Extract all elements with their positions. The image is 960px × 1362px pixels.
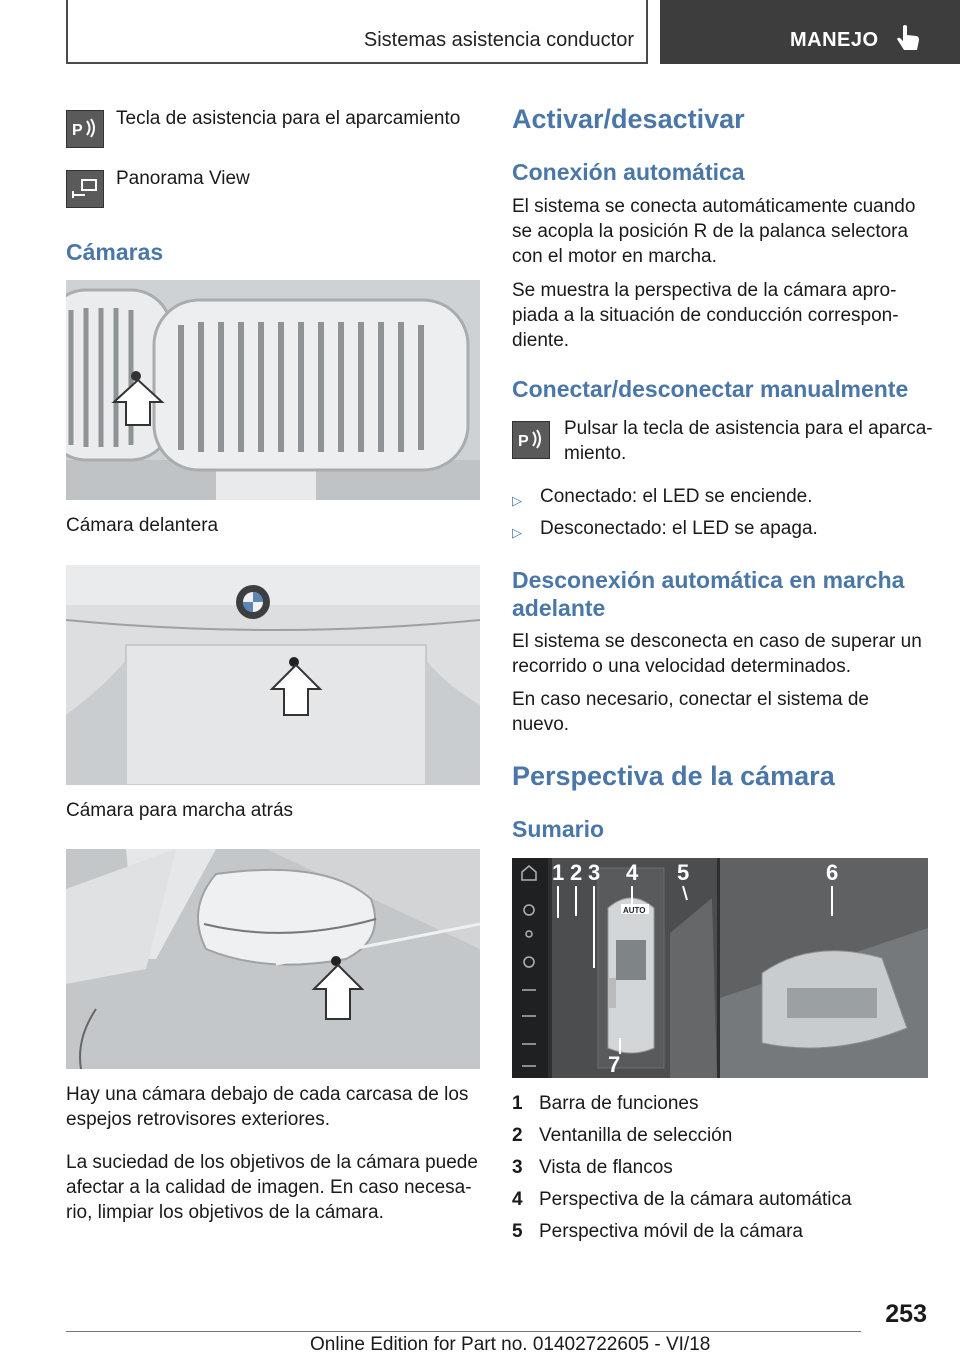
legend-text: Vista de flancos [539, 1157, 673, 1178]
perspective-paragraph: Se muestra la perspectiva de la cámara apro‐piada a la situación de conducción correspon‐diente. [512, 280, 899, 351]
callout-5: 5 [677, 860, 690, 885]
svg-text:P: P [72, 122, 83, 139]
legend-item-4 [512, 1184, 852, 1216]
cameras-heading: Cámaras [66, 239, 164, 265]
callout-3: 3 [588, 860, 601, 885]
legend-item-3 [512, 1152, 852, 1184]
legend-text: Perspectiva de la cámara automática [539, 1189, 852, 1210]
camera-perspective-heading: Perspectiva de la cámara [512, 761, 835, 791]
page-number: 253 [885, 1300, 927, 1328]
legend-number: 5 [512, 1221, 523, 1242]
legend-number: 2 [512, 1125, 523, 1146]
auto-disconnection-paragraph: El sistema se desconecta en caso de superar un recorrido o una velocidad determinados. [512, 631, 922, 677]
summary-heading: Sumario [512, 816, 605, 842]
callout-1: 1 [552, 860, 565, 885]
legend-text: Ventanilla de selección [539, 1125, 733, 1146]
bullet-disconnected [512, 516, 818, 545]
legend-number: 1 [512, 1093, 523, 1114]
header-chapter-box [660, 0, 960, 64]
triangle-bullet-icon: ▷ [512, 493, 522, 508]
auto-badge: AUTO [623, 906, 646, 915]
callout-2: 2 [570, 860, 583, 885]
svg-text:P: P [518, 433, 529, 450]
auto-disconnection-heading: Desconexión automática en marcha adelante [512, 567, 905, 621]
item-parking-assist-label: Tecla de asistencia para el aparcamiento [116, 108, 461, 129]
rear-camera-photo [66, 565, 480, 785]
panorama-view-icon [66, 170, 104, 208]
footer-edition: Online Edition for Part no. 01402722605 - VI/18 [310, 1334, 711, 1355]
callout-6: 6 [826, 860, 839, 885]
mirror-camera-photo [66, 849, 480, 1069]
front-camera-photo [66, 280, 480, 500]
hand-pointer-icon [895, 24, 923, 54]
auto-connection-paragraph: El sistema se conecta automáticamente cuando se acopla la posición R de la palanca selectora con el motor en marcha. [512, 196, 916, 267]
reconnect-paragraph: En caso necesario, conectar el sistema de nuevo. [512, 689, 869, 735]
bullet-connected [512, 484, 813, 513]
callout-7: 7 [608, 1052, 621, 1077]
mirror-camera-paragraph: Hay una cámara debajo de cada carcasa de los espejos retrovisores exteriores. [66, 1084, 469, 1130]
front-camera-caption: Cámara delantera [66, 515, 219, 536]
lens-dirt-paragraph: La suciedad de los objetivos de la cámara puede afectar a la calidad de imagen. En caso necesa‐rio, limpiar los objetivos de la cámara. [66, 1152, 478, 1223]
manual-connection-heading: Conectar/desconectar manualmente [512, 376, 909, 402]
manual-connection-text: Pulsar la tecla de asistencia para el aparca‐miento. [564, 418, 933, 464]
legend-list [512, 1088, 852, 1248]
bullet-connected-text: Conectado: el LED se enciende. [540, 486, 813, 507]
legend-text: Barra de funciones [539, 1093, 699, 1114]
parking-assist-icon [512, 421, 550, 459]
legend-number: 4 [512, 1189, 523, 1210]
legend-item-1 [512, 1088, 852, 1120]
legend-number: 3 [512, 1157, 523, 1178]
rear-camera-caption: Cámara para marcha atrás [66, 800, 294, 821]
auto-connection-heading: Conexión automática [512, 159, 745, 185]
footer-divider [66, 1331, 861, 1332]
legend-item-5 [512, 1216, 852, 1248]
triangle-bullet-icon: ▷ [512, 525, 522, 540]
header-section-title: Sistemas asistencia conductor [363, 29, 634, 51]
parking-assist-icon [66, 110, 104, 148]
activate-deactivate-heading: Activar/desactivar [512, 104, 745, 134]
camera-screen-illustration [512, 858, 928, 1078]
legend-text: Perspectiva móvil de la cámara [539, 1221, 803, 1242]
header-chapter-title: MANEJO [790, 29, 879, 51]
item-panorama-view-label: Panorama View [116, 168, 250, 189]
header-section-box [66, 0, 648, 64]
bullet-disconnected-text: Desconectado: el LED se apaga. [540, 518, 818, 539]
legend-item-2 [512, 1120, 852, 1152]
callout-4: 4 [626, 860, 639, 885]
